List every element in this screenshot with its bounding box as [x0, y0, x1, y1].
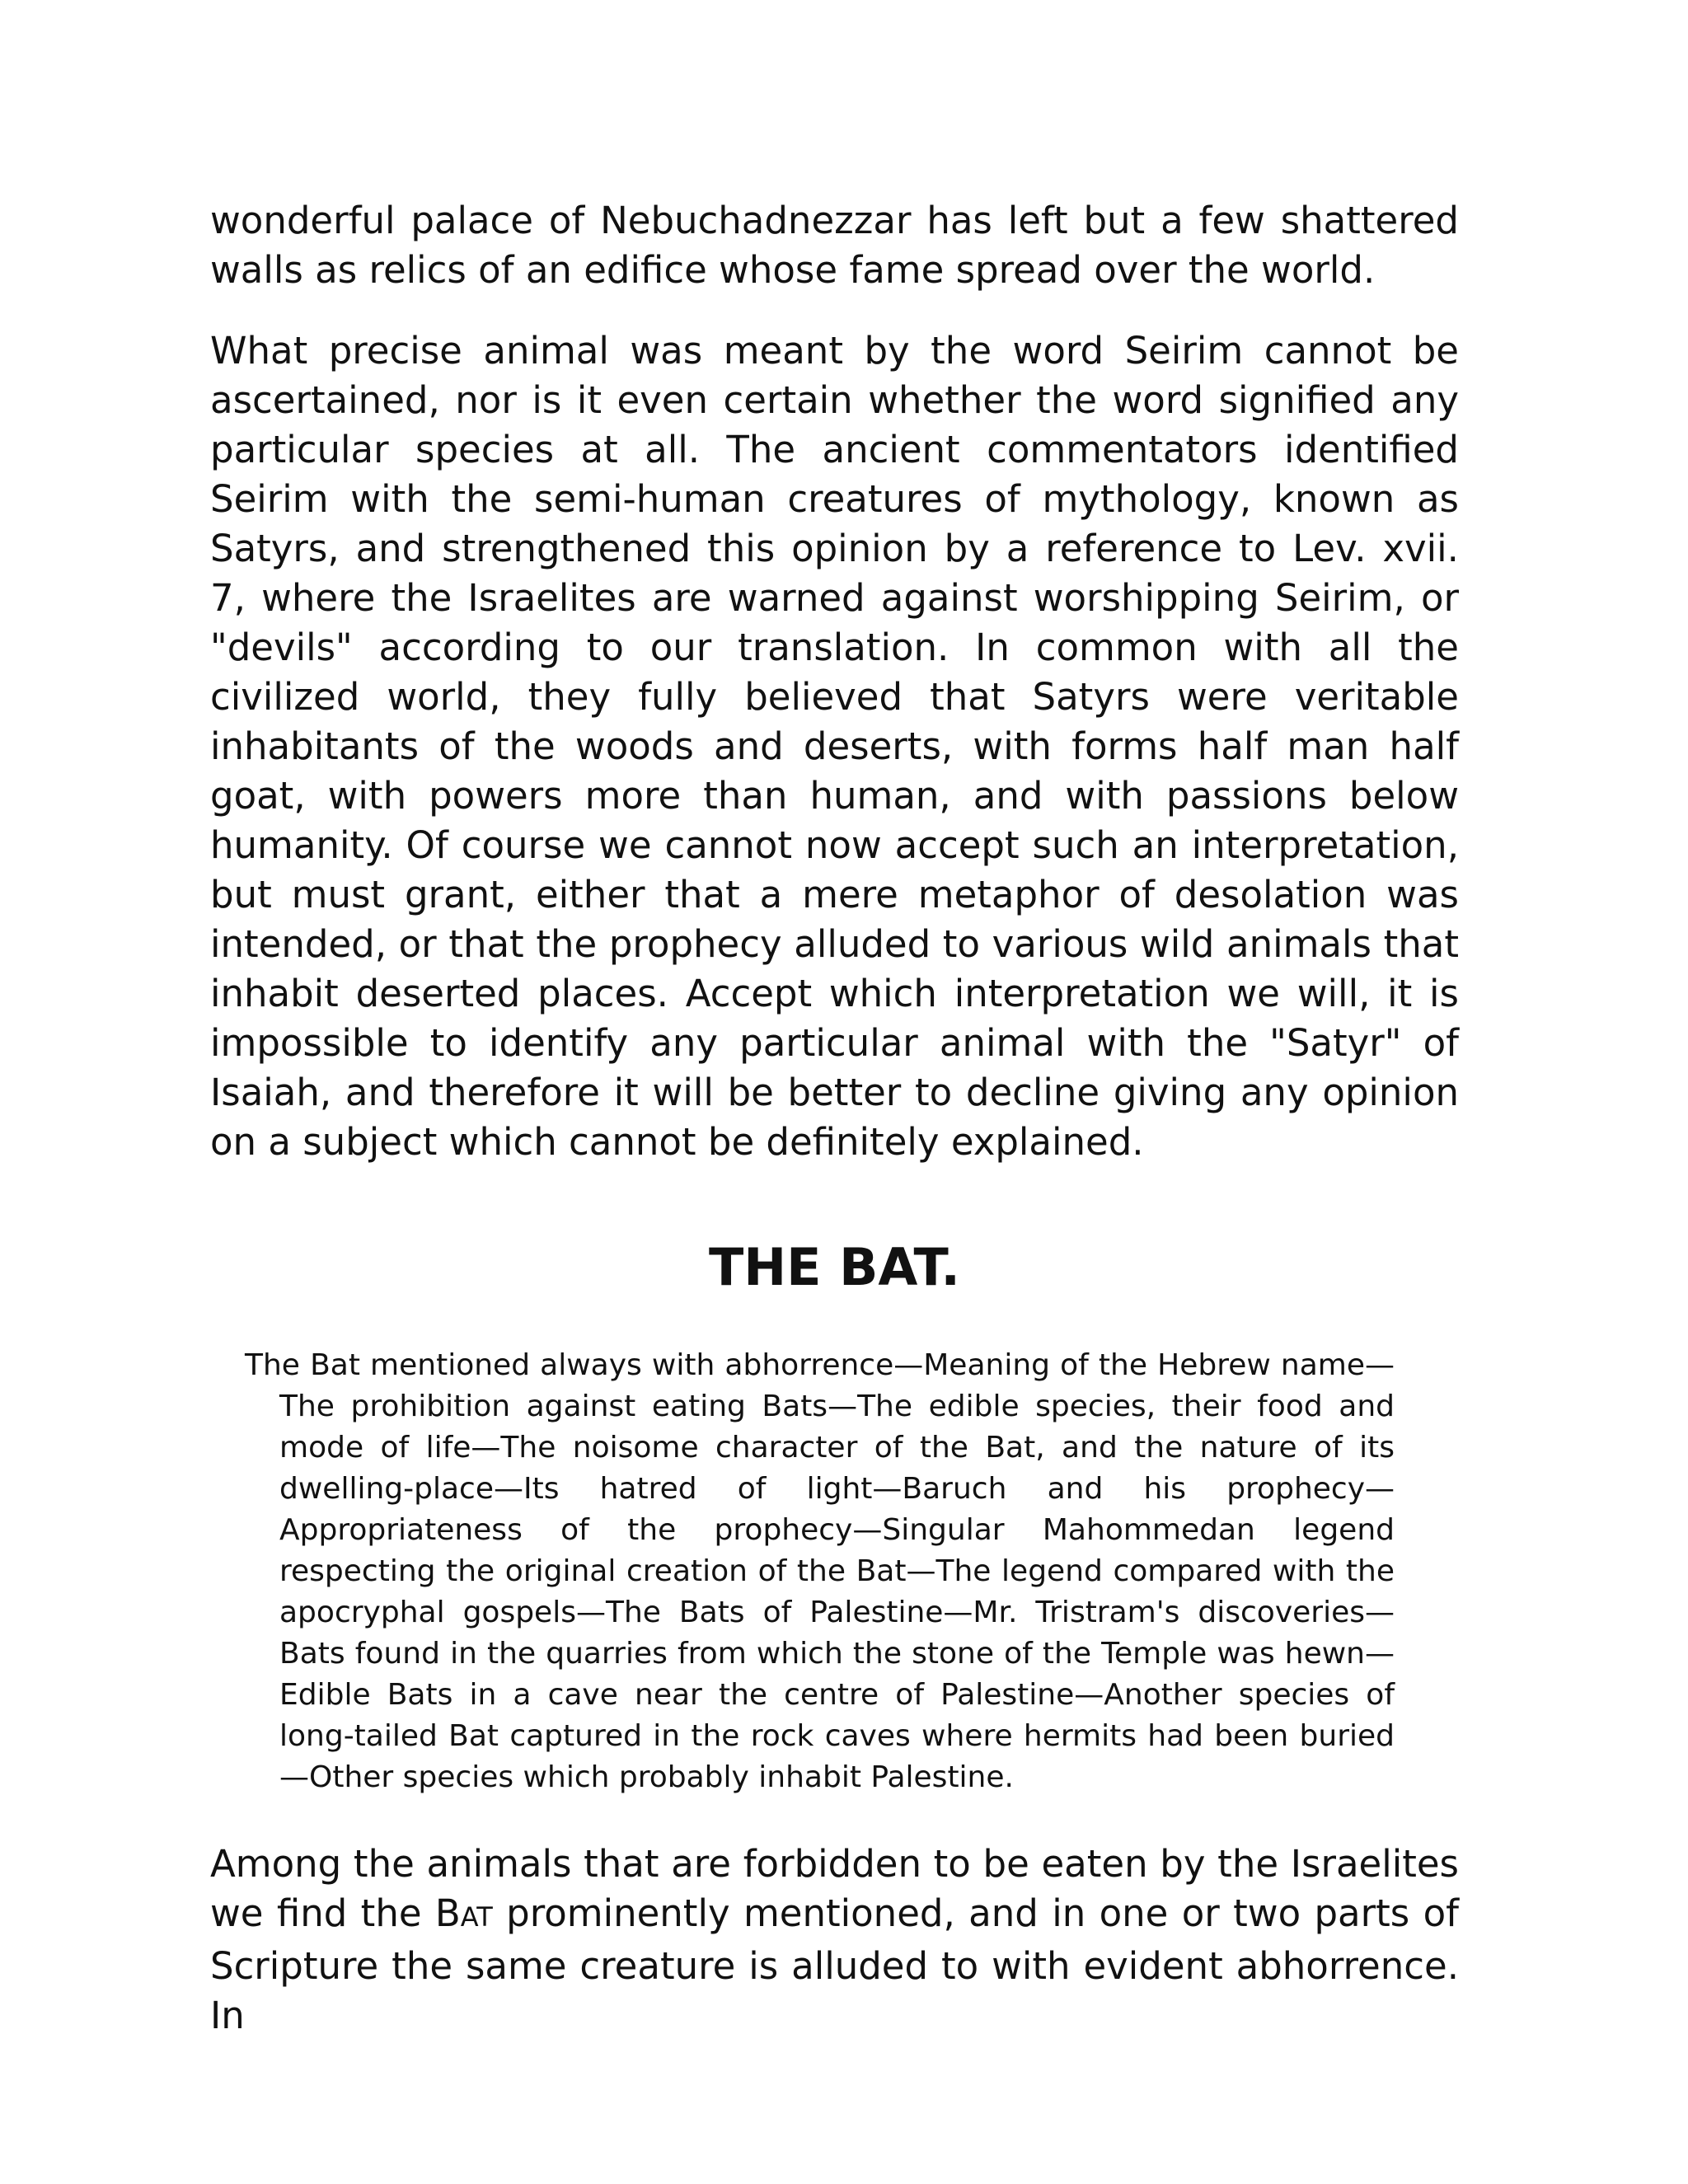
paragraph-palace: wonderful palace of Nebuchadnezzar has left but a few shattered walls as relics of an edifice whose fame spread over the world. — [210, 199, 1459, 292]
chapter-body-paragraph — [210, 1840, 1459, 2041]
bat-smallcaps-initial: B — [434, 1891, 461, 1935]
chapter-summary: The Bat mentioned always with abhorrence—Meaning of the Hebrew name—The prohibition against eating Bats—The edible species, their food and mode of life—The noisome character of the Bat, and the nature of its dwelling-place—Its hatred of light—Baruch and his prophecy—Appropriateness of the prophecy—Singular Mahommedan legend respecting the original creation of the Bat—The legend compared with the apocryphal gospels—The Bats of Palestine—Mr. Tristram's discoveries—Bats found in the quarries from which the stone of the Temple was hewn—Edible Bats in a cave near the centre of Palestine—Another species of long-tailed Bat captured in the rock caves where hermits had been buried—Other species which probably inhabit Palestine. — [245, 1348, 1395, 1794]
body-text-start: Among the animals that are forbidden to be eaten by the Israelites we find the — [210, 1842, 1459, 1935]
bat-smallcaps-rest: AT — [460, 1901, 493, 1933]
body-text-end: prominently mentioned, and in one or two parts of Scripture the same creature is alluded to with evident abhorrence. In — [210, 1891, 1459, 2037]
chapter-title: THE BAT. — [709, 1237, 960, 1297]
paragraph-seirim: What precise animal was meant by the word Seirim cannot be ascertained, nor is it even certain whether the word signified any particular species at all. The ancient commentators identified Seirim with the semi-human creatures of mythology, known as Satyrs, and strengthened this opinion by a reference to Lev. xvii. 7, where the Israelites are warned against worshipping Seirim, or "devils" according to our translation. In common with all the civilized world, they fully believed that Satyrs were veritable inhabitants of the woods and deserts, with forms half man half goat, with powers more than human, and with passions below humanity. Of course we cannot now accept such an interpretation, but must grant, either that a mere metaphor of desolation was intended, or that the prophecy alluded to various wild animals that inhabit deserted places. Accept which interpretation we will, it is impossible to identify any particular animal with the "Satyr" of Isaiah, and therefore it will be better to decline giving any opinion on a subject which cannot be definitely explained. — [210, 329, 1459, 1164]
page — [210, 196, 1459, 2041]
